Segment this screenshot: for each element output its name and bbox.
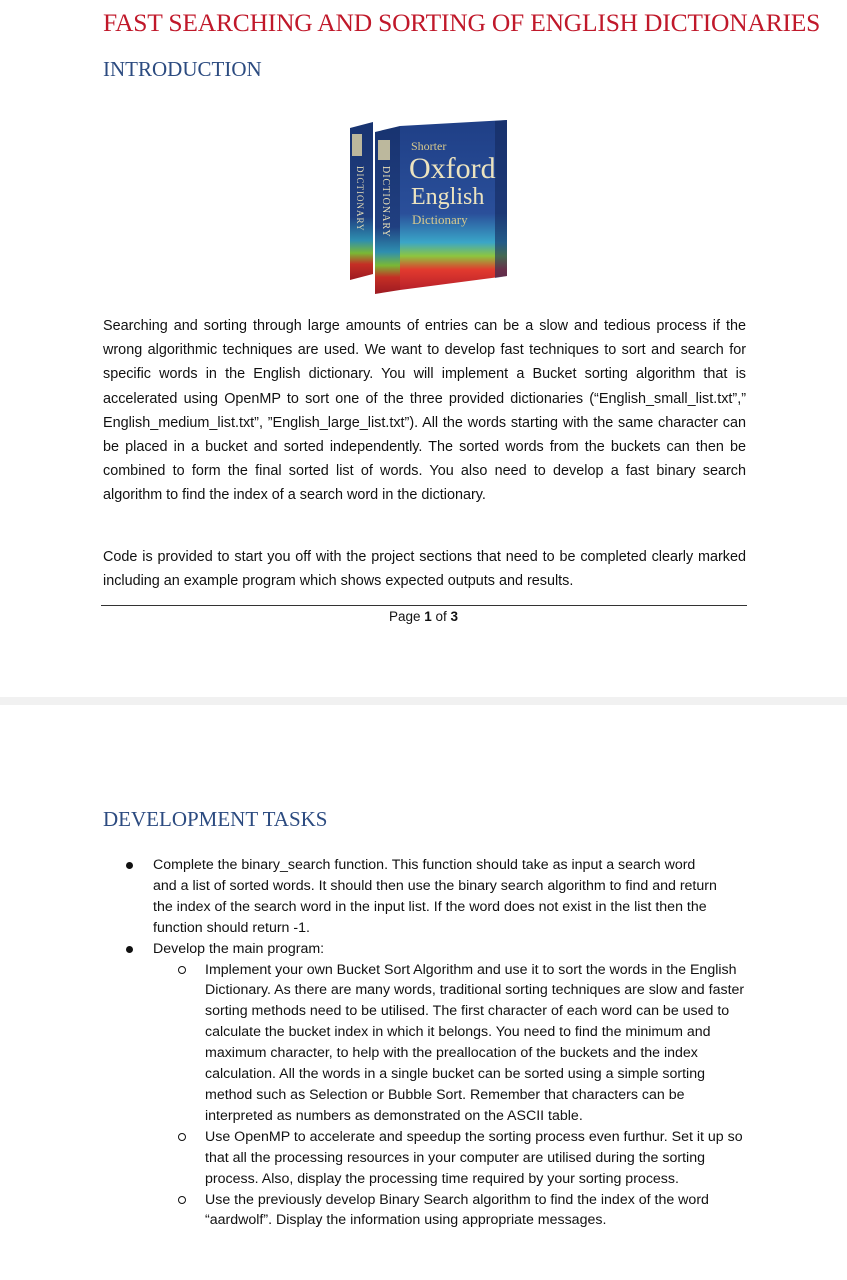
list-item xyxy=(0,939,745,1232)
list-item xyxy=(0,855,721,939)
development-tasks-heading: DEVELOPMENT TASKS xyxy=(103,807,328,831)
task-binary-search: Complete the binary_search function. This function should take as input a search word and a list of sorted words. It should then use the binary search algorithm to find and return the index of the search word in the input list. If the word does not exist in the list then the function should return -1. xyxy=(153,857,717,936)
code-provided-paragraph: Code is provided to start you off with the project sections that need to be completed clearly marked including an example program which shows expected outputs and results. xyxy=(103,549,746,590)
cover-text-shorter: Shorter xyxy=(411,139,447,153)
subtask-bucket-sort: Implement your own Bucket Sort Algorithm and use it to sort the words in the English Dictionary. As there are many words, traditional sorting techniques are slow and faster sorting methods need to be utilised. The first character of each word can be used to calculate the bucket index in which it belongs. You need to find the minimum and maximum character, to help with the preallocation of the buckets and the index calculation. All the words in a single bucket can be sorted using a simple sorting method such as Selection or Bubble Sort. Remember that characters can be interpreted as numbers as demonstrated on the ASCII table. xyxy=(205,961,745,1124)
introduction-paragraph: Searching and sorting through large amounts of entries can be a slow and tedious process if the wrong algorithmic techniques are used. We want to develop fast techniques to sort and search for specific words in the English dictionary. You will implement a Bucket sorting algorithm that is accelerated using OpenMP to sort one of the three provided dictionaries (“English_small_list.txt”,” English_medium_list.txt”, ”English_large_list.txt”). All the words starting with the same character can be placed in a bucket and sorted independently. The sorted words from the buckets can then be combined to form the final sorted list of words. You also need to develop a fast binary search algorithm to find the index of a search word in the dictionary. xyxy=(103,318,746,504)
spine-text-front: DICTIONARY xyxy=(380,166,391,238)
footer-current-page: 1 xyxy=(424,609,432,624)
cover-text-english: English xyxy=(411,184,485,210)
cover-text-dictionary: Dictionary xyxy=(412,212,468,227)
document-title: FAST SEARCHING AND SORTING OF ENGLISH DICTIONARIES xyxy=(103,8,821,37)
bullet-circle-icon xyxy=(178,1133,186,1141)
footer-middle: of xyxy=(431,609,451,624)
footer-prefix: Page xyxy=(388,609,425,624)
oxford-dictionary-cover-image xyxy=(345,118,515,298)
page-footer xyxy=(0,609,847,624)
subtask-openmp: Use OpenMP to accelerate and speedup the sorting process even furthur. Set it up so that all the processing resources in your computer are utilised during the sorting process. Also, display the processing time required by your sorting process. xyxy=(205,1128,743,1187)
document-page-2 xyxy=(0,705,847,1280)
spine-text-back: DICTIONARY xyxy=(355,166,365,232)
introduction-heading: INTRODUCTION xyxy=(103,57,262,81)
list-item xyxy=(0,960,748,1127)
task-main-program: Develop the main program: xyxy=(153,940,325,957)
page-separator xyxy=(0,697,847,705)
bullet-dot-icon xyxy=(126,946,133,953)
list-item xyxy=(0,1127,748,1190)
bullet-circle-icon xyxy=(178,1196,186,1204)
cover-text-oxford: Oxford xyxy=(409,152,496,185)
subtask-aardwolf-search: Use the previously develop Binary Search algorithm to find the index of the word “aardwolf”. Display the information using appropriate messages. xyxy=(205,1191,709,1229)
bullet-circle-icon xyxy=(178,966,186,974)
list-item xyxy=(0,1190,748,1232)
subtask-list xyxy=(153,960,745,1232)
footer-total-pages: 3 xyxy=(450,609,459,624)
bullet-dot-icon xyxy=(126,862,133,869)
footer-divider xyxy=(101,605,747,606)
task-list xyxy=(0,855,847,1231)
